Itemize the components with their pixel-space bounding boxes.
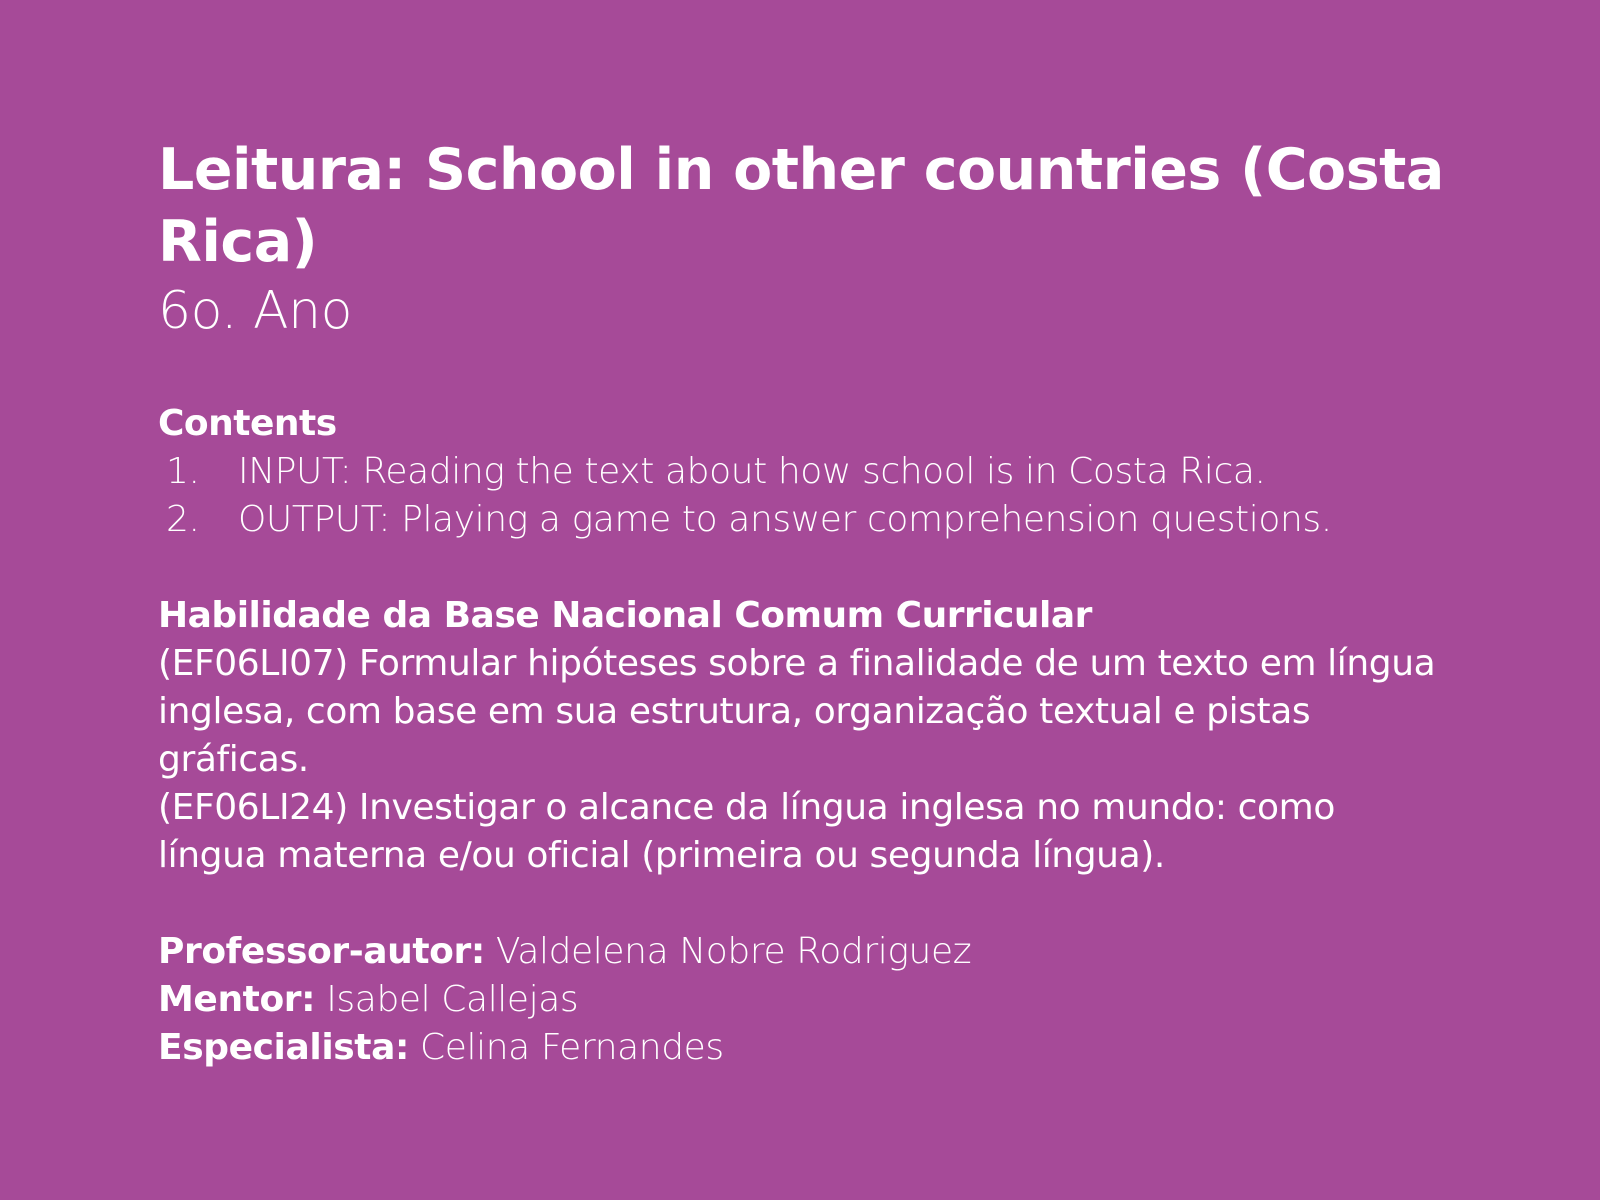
contents-list (158, 448, 1448, 544)
contents-item-text: OUTPUT: Playing a game to answer comprehension questions. (238, 499, 1332, 540)
credit-value: Valdelena Nobre Rodriguez (495, 931, 972, 972)
lesson-slide (158, 134, 1448, 1072)
slide-title: Leitura: School in other countries (Costa Rica) (158, 137, 1444, 275)
contents-section (158, 400, 1448, 544)
credit-specialist (158, 1024, 1448, 1072)
credit-label: Professor-autor: (158, 931, 485, 972)
contents-item-number: 1. (166, 451, 200, 492)
contents-item (158, 448, 1448, 496)
skill-ef06li07: (EF06LI07) Formular hipóteses sobre a finalidade de um texto em língua inglesa, com base em sua estrutura, organização textual e pistas gráficas. (158, 643, 1436, 780)
contents-item-number: 2. (166, 499, 200, 540)
credit-mentor (158, 976, 1448, 1024)
credit-value: Isabel Callejas (326, 979, 579, 1020)
credit-label: Mentor: (158, 979, 316, 1020)
contents-heading: Contents (158, 403, 337, 444)
skill-ef06li24: (EF06LI24) Investigar o alcance da língua inglesa no mundo: como língua materna e/ou oficial (primeira ou segunda língua). (158, 787, 1335, 876)
bncc-skills-heading: Habilidade da Base Nacional Comum Curricular (158, 595, 1092, 636)
contents-item-text: INPUT: Reading the text about how school is in Costa Rica. (238, 451, 1266, 492)
grade-subtitle: 6o. Ano (158, 281, 352, 341)
credits-section (158, 928, 1448, 1072)
credit-professor-author (158, 928, 1448, 976)
bncc-skills-section (158, 592, 1448, 880)
credit-label: Especialista: (158, 1027, 409, 1068)
contents-item (158, 496, 1448, 544)
credit-value: Celina Fernandes (420, 1027, 724, 1068)
